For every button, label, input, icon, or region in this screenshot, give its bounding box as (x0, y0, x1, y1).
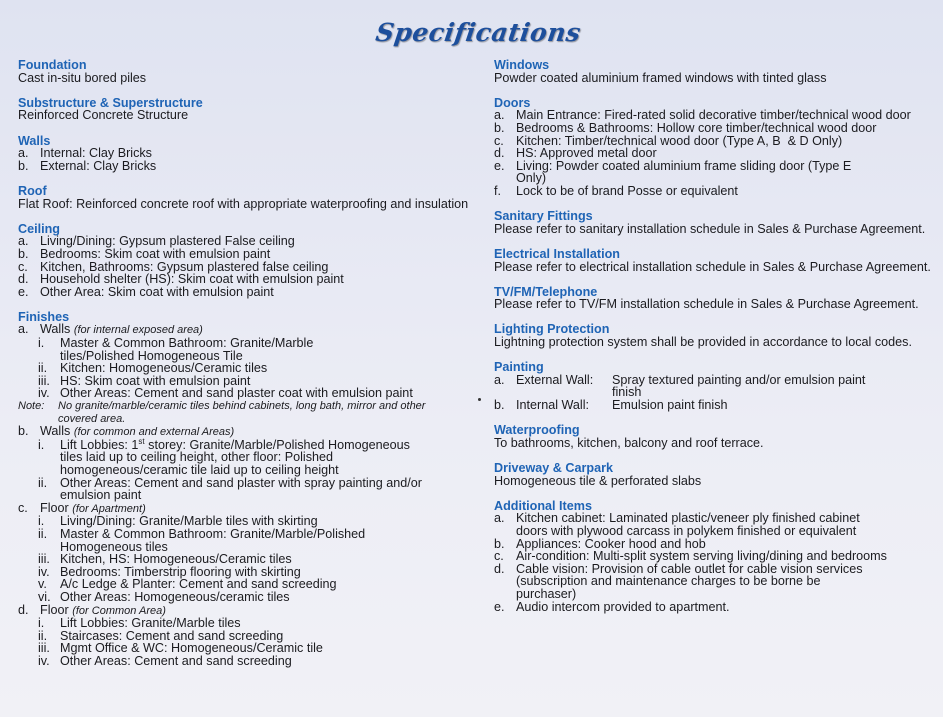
list-marker: a. (18, 146, 29, 161)
list-item (494, 563, 934, 601)
list-marker: i. (38, 336, 45, 351)
sub-list-item (38, 528, 478, 553)
sub-list-item (38, 436, 478, 477)
list-text: Other Area: Skim coat with emulsion paint (40, 284, 274, 299)
list-item (494, 185, 934, 198)
section-heading: Ceiling (18, 221, 60, 236)
list-text: Living/Dining: Gypsum plastered False ceiling (40, 234, 295, 249)
list-text: Bedrooms: Timberstrip flooring with skirting (60, 564, 301, 579)
list-marker: c. (18, 259, 28, 274)
section-painting (494, 361, 934, 411)
list-item (18, 248, 478, 261)
sub-list-item (38, 655, 478, 668)
list-text: Kitchen, Bathrooms: Gypsum plastered false ceiling (40, 259, 329, 274)
section-text: Powder coated aluminium framed windows with tinted glass (494, 70, 827, 85)
list-text: Lock to be of brand Posse or equivalent (516, 183, 738, 198)
section-heading: Substructure & Superstructure (18, 95, 203, 110)
list-item (494, 160, 934, 185)
section-heading: Lighting Protection (494, 322, 610, 337)
section-tv (494, 286, 934, 311)
section-text: To bathrooms, kitchen, balcony and roof terrace. (494, 435, 764, 450)
section-text: Cast in-situ bored piles (18, 70, 147, 85)
list-marker: a. (18, 322, 29, 337)
section-finishes (18, 311, 478, 668)
list-qualifier: (for Common Area) (72, 604, 166, 617)
list-marker: ii. (38, 475, 48, 490)
note (18, 400, 478, 425)
section-windows (494, 59, 934, 84)
list-item (18, 286, 478, 299)
section-text: Reinforced Concrete Structure (18, 108, 189, 123)
list-marker: i. (38, 514, 45, 529)
list-item (18, 604, 478, 618)
list-marker: a. (494, 108, 505, 123)
text-part: Lift Lobbies: 1 (60, 437, 139, 452)
section-sanitary (494, 210, 934, 235)
list-text: Household shelter (HS): Skim coat with emulsion paint (40, 272, 344, 287)
list-text: External: Clay Bricks (40, 158, 157, 173)
page-title: Specifications (373, 18, 583, 47)
list-marker: c. (494, 133, 504, 148)
note-label: Note: (18, 400, 45, 413)
section-heading: Walls (18, 133, 51, 148)
section-substructure (18, 97, 478, 122)
list-item (18, 160, 478, 173)
section-text: Flat Roof: Reinforced concrete roof with appropriate waterproofing and insulation (18, 196, 469, 211)
list-text: Other Areas: Cement and sand plaster with spray painting and/or emulsion paint (60, 475, 422, 503)
list-item (494, 512, 934, 537)
list-text: Mgmt Office & WC: Homogeneous/Ceramic tile (60, 641, 323, 656)
list-text: Bedrooms & Bathrooms: Hollow core timber/technical wood door (516, 120, 877, 135)
list-marker: a. (494, 372, 505, 387)
list-item (18, 147, 478, 160)
sub-list-item (38, 387, 478, 400)
list-text: HS: Approved metal door (516, 146, 657, 161)
section-heading: Driveway & Carpark (494, 461, 614, 475)
list-text: Other Areas: Homogeneous/ceramic tiles (60, 589, 290, 604)
list-text: Bedrooms: Skim coat with emulsion paint (40, 246, 271, 261)
list-text: Other Areas: Cement and sand plaster coat with emulsion paint (60, 386, 413, 401)
list-text: Master & Common Bathroom: Granite/Marble/Polished Homogeneous tiles (60, 526, 366, 554)
list-marker: iii. (38, 373, 50, 388)
section-lighting (494, 323, 934, 348)
list-text: A/c Ledge & Planter: Cement and sand screeding (60, 577, 337, 592)
list-text: Other Areas: Cement and sand screeding (60, 653, 292, 668)
list-label: Walls (40, 424, 71, 439)
list-marker: iii. (38, 552, 50, 567)
list-item (18, 502, 478, 516)
section-text: Please refer to sanitary installation schedule in Sales & Purchase Agreement. (494, 221, 926, 236)
list-marker: iii. (38, 641, 50, 656)
list-marker: b. (18, 246, 29, 261)
list-marker: b. (18, 158, 29, 173)
list-marker: v. (38, 577, 47, 592)
list-item (18, 425, 478, 439)
list-marker: c. (494, 549, 504, 564)
section-doors (494, 97, 934, 198)
list-item (494, 601, 934, 614)
list-marker: b. (494, 536, 505, 551)
sub-list-item (38, 337, 478, 362)
left-column (18, 59, 478, 680)
list-qualifier: (for Apartment) (72, 502, 146, 515)
section-foundation (18, 59, 478, 84)
section-heading: Windows (494, 58, 550, 72)
list-marker: a. (18, 234, 29, 249)
section-heading: Roof (18, 183, 47, 198)
list-item (494, 122, 934, 135)
list-text: Lift Lobbies: Granite/Marble tiles (60, 616, 241, 631)
list-marker: b. (494, 120, 505, 135)
list-text: Air-condition: Multi-split system serving living/dining and bedrooms (516, 549, 887, 564)
list-marker: d. (494, 561, 505, 576)
list-marker: b. (494, 398, 505, 413)
list-text: Internal: Clay Bricks (40, 146, 152, 161)
section-text: Please refer to TV/FM installation schedule in Sales & Purchase Agreement. (494, 297, 919, 312)
list-text: Staircases: Cement and sand screeding (60, 628, 284, 643)
list-marker: d. (18, 602, 29, 617)
list-text: Spray textured painting and/or emulsion paint finish (612, 372, 866, 400)
section-heading: Foundation (18, 58, 87, 72)
list-text: Audio intercom provided to apartment. (516, 599, 730, 614)
list-marker: i. (38, 437, 45, 452)
list-text: Master & Common Bathroom: Granite/Marble tiles/Polished Homogeneous Tile (60, 336, 314, 363)
list-item (494, 147, 934, 160)
section-waterproofing (494, 424, 934, 449)
list-marker: iv. (38, 653, 50, 668)
list-text: Living: Powder coated aluminium frame sliding door (Type E Only) (516, 158, 852, 186)
list-item (494, 550, 934, 563)
section-text: Please refer to electrical installation schedule in Sales & Purchase Agreement. (494, 259, 931, 274)
sub-list-item (38, 553, 478, 566)
stray-dot (478, 398, 481, 401)
list-label: External Wall: (516, 372, 594, 387)
sub-list-item (38, 477, 478, 502)
list-marker: i. (38, 616, 45, 631)
section-heading: TV/FM/Telephone (494, 284, 598, 299)
section-heading: Additional Items (494, 498, 592, 513)
right-column (494, 59, 934, 626)
section-roof (18, 185, 478, 210)
list-marker: a. (494, 511, 505, 526)
text-part: storey: Granite/Marble/Polished Homogeneous tiles laid up to ceiling height, other floor: Polished homogeneous/ceramic tile laid up to ceiling height (60, 437, 410, 477)
list-marker: vi. (38, 589, 51, 604)
section-walls (18, 135, 478, 173)
section-heading: Waterproofing (494, 423, 580, 438)
superscript: st (138, 436, 145, 446)
list-text: Appliances: Cooker hood and hob (516, 536, 706, 551)
section-heading: Sanitary Fittings (494, 209, 593, 224)
section-heading: Finishes (18, 309, 70, 324)
list-text: Emulsion paint finish (612, 398, 728, 413)
list-item (494, 374, 934, 399)
list-marker: f. (494, 183, 501, 198)
section-driveway (494, 462, 934, 487)
section-additional (494, 500, 934, 613)
note-text: No granite/marble/ceramic tiles behind cabinets, long bath, mirror and other covered area. (58, 400, 426, 425)
section-ceiling (18, 223, 478, 299)
list-text: Main Entrance: Fired-rated solid decorative timber/technical wood door (516, 108, 911, 123)
list-marker: iv. (38, 386, 50, 401)
list-marker: iv. (38, 564, 50, 579)
list-text: Kitchen cabinet: Laminated plastic/veneer ply finished cabinet doors with plywood carcass in polykem finished or equivalent (516, 511, 860, 538)
list-label: Walls (40, 322, 71, 337)
list-item (18, 273, 478, 286)
list-qualifier: (for common and external Areas) (73, 426, 235, 439)
sub-list-item (38, 362, 478, 375)
list-text: Kitchen, HS: Homogeneous/Ceramic tiles (60, 552, 292, 567)
list-text (60, 436, 430, 477)
list-marker: e. (494, 599, 505, 614)
section-electrical (494, 248, 934, 273)
list-marker: d. (494, 146, 505, 161)
list-marker: c. (18, 500, 28, 515)
section-heading: Doors (494, 95, 531, 110)
list-text: Living/Dining: Granite/Marble tiles with skirting (60, 514, 318, 529)
list-marker: ii. (38, 628, 48, 643)
sub-list-item (38, 617, 478, 630)
list-marker: b. (18, 424, 29, 439)
list-marker: d. (18, 272, 29, 287)
sub-list-item (38, 591, 478, 604)
list-text: Cable vision: Provision of cable outlet for cable vision services (subscription and maintenance charges to be borne be purchaser) (516, 561, 863, 601)
list-qualifier: (for internal exposed area) (73, 324, 203, 337)
list-marker: ii. (38, 526, 48, 541)
list-label: Floor (40, 602, 69, 617)
list-text: Kitchen: Timber/technical wood door (Type A, B & D Only) (516, 133, 843, 148)
list-label: Internal Wall: (516, 398, 590, 413)
list-item (18, 323, 478, 337)
list-marker: e. (494, 158, 505, 173)
section-heading: Painting (494, 360, 544, 375)
list-marker: e. (18, 284, 29, 299)
list-item (494, 399, 934, 412)
list-label: Floor (40, 500, 69, 515)
section-text: Lightning protection system shall be provided in accordance to local codes. (494, 335, 912, 350)
list-marker: ii. (38, 361, 48, 376)
list-text: Kitchen: Homogeneous/Ceramic tiles (60, 361, 268, 376)
section-text: Homogeneous tile & perforated slabs (494, 473, 702, 488)
section-heading: Electrical Installation (494, 246, 620, 261)
list-text: HS: Skim coat with emulsion paint (60, 373, 251, 388)
